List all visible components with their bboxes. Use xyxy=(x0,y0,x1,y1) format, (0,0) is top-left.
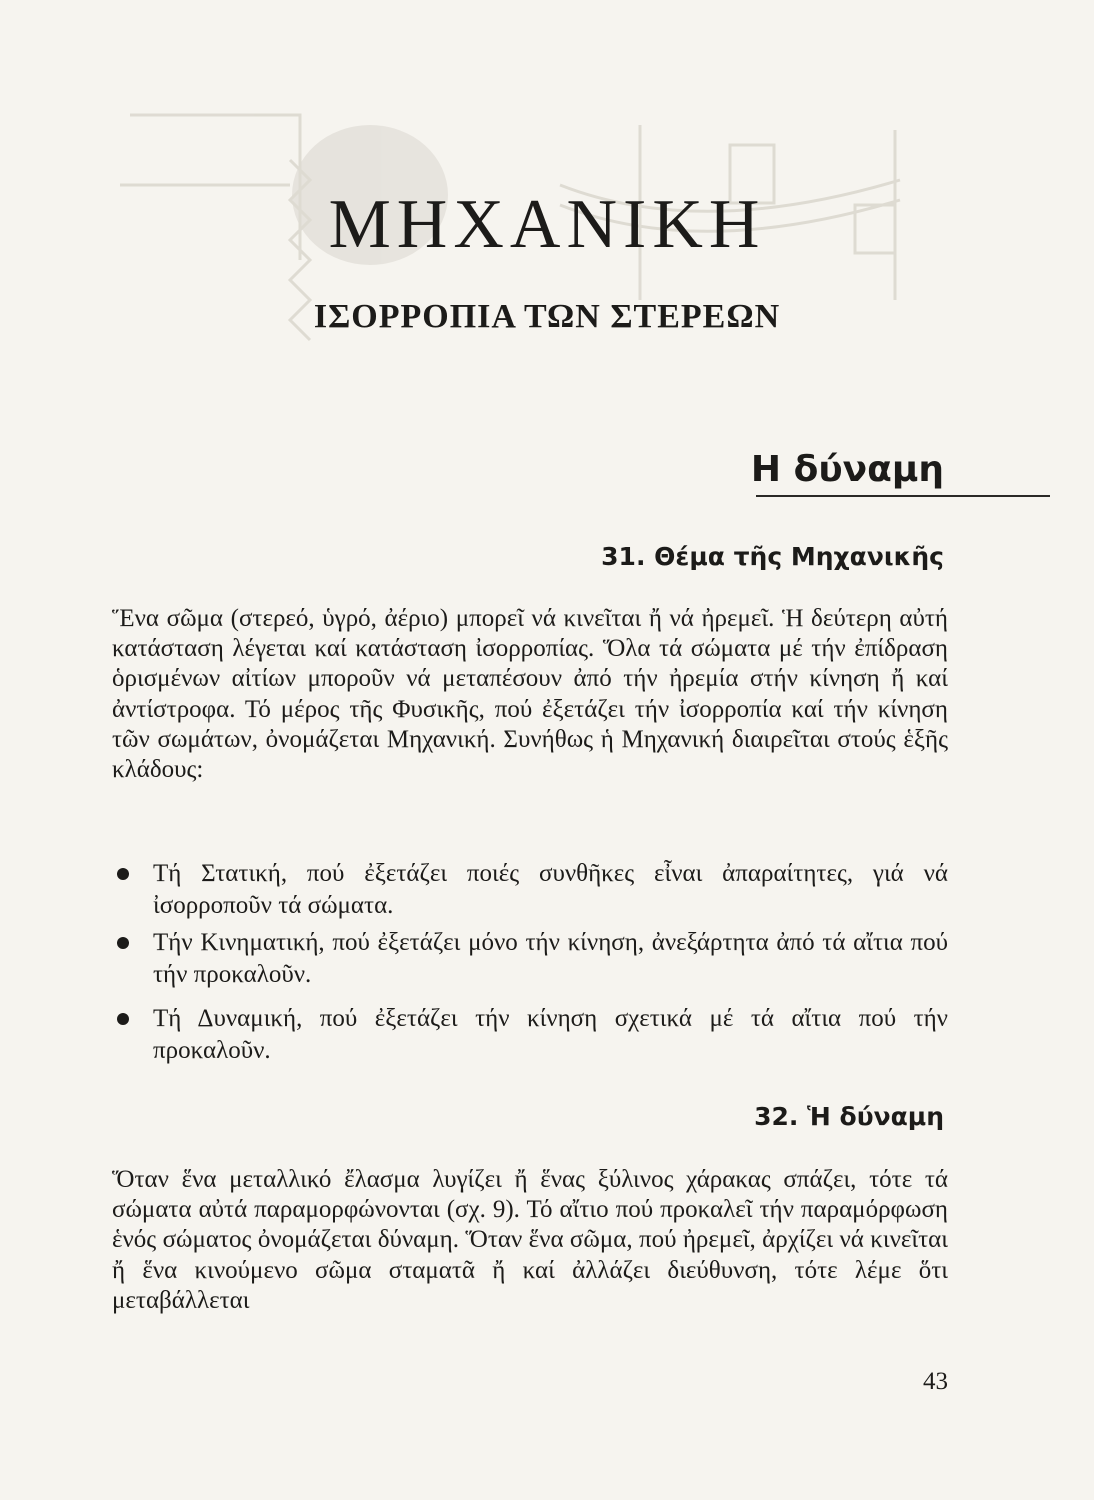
chapter-title: ΜΗΧΑΝΙΚΗ xyxy=(328,186,766,263)
subsection-31-heading: 31. Θέμα τῆς Μηχανικῆς xyxy=(601,542,944,571)
page-number: 43 xyxy=(923,1368,948,1395)
bullet-text: Τή Δυναμική, πού ἐξετάζει τήν κίνηση σχετικά μέ τά αἴτια πού τήν προκαλοῦν. xyxy=(153,1005,948,1064)
bullet-text: Τήν Κινηματική, πού ἐξετάζει μόνο τήν κίνηση, ἀνεξάρτητα ἀπό τά αἴτια πού τήν προκαλοῦν. xyxy=(153,929,948,988)
bullet-dot xyxy=(117,1013,129,1025)
bullet-text: Τή Στατική, πού ἐξετάζει ποιές συνθῆκες εἶναι ἀπαραίτητες, γιά νά ἰσορροποῦν τά σώματα. xyxy=(153,860,948,919)
bullet-statics xyxy=(117,858,948,922)
bullet-dynamics xyxy=(117,1003,948,1067)
chapter-subtitle: ΙΣΟΡΡΟΠΙΑ ΤΩΝ ΣΤΕΡΕΩΝ xyxy=(313,298,781,335)
section-rule xyxy=(756,495,1050,497)
bullet-dot xyxy=(117,937,129,949)
bullet-dot xyxy=(117,868,129,880)
subsection-31-paragraph: Ἕνα σῶμα (στερεό, ὑγρό, ἀέριο) μπορεῖ νά κινεῖται ἤ νά ἠρεμεῖ. Ἡ δεύτερη αὐτή κατάσταση λέγεται καί κατάσταση ἰσορροπίας. Ὅλα τά σώματα μέ τήν ἐπίδραση ὁρισμένων αἰτίων μποροῦν νά μεταπέσουν ἀπό τήν ἠρεμία στήν κίνηση ἤ καί ἀντίστροφα. Τό μέρος τῆς Φυσικῆς, πού ἐξετάζει τήν ἰσορροπία καί τήν κίνηση τῶν σωμάτων, ὀνομάζεται Μηχανική. Συνήθως ἡ Μηχανική διαιρεῖται στούς ἑξῆς κλάδους: xyxy=(112,605,948,784)
subsection-32-paragraph: Ὅταν ἕνα μεταλλικό ἔλασμα λυγίζει ἤ ἕνας ξύλινος χάρακας σπάζει, τότε τά σώματα αὐτά παραμορφώνονται (σχ. 9). Τό αἴτιο πού προκαλεῖ τήν παραμόρφωση ἑνός σώματος ὀνομάζεται δύναμη. Ὅταν ἕνα σῶμα, πού ἠρεμεῖ, ἀρχίζει νά κινεῖται ἤ ἕνα κινούμενο σῶμα σταματᾶ ἤ καί ἀλλάζει διεύθυνση, τότε λέμε ὅτι μεταβάλλεται xyxy=(112,1166,948,1314)
section-heading: Η δύναμη xyxy=(750,449,944,490)
bullet-kinematics xyxy=(117,927,948,991)
subsection-32-heading: 32. Ἡ δύναμη xyxy=(754,1102,944,1131)
